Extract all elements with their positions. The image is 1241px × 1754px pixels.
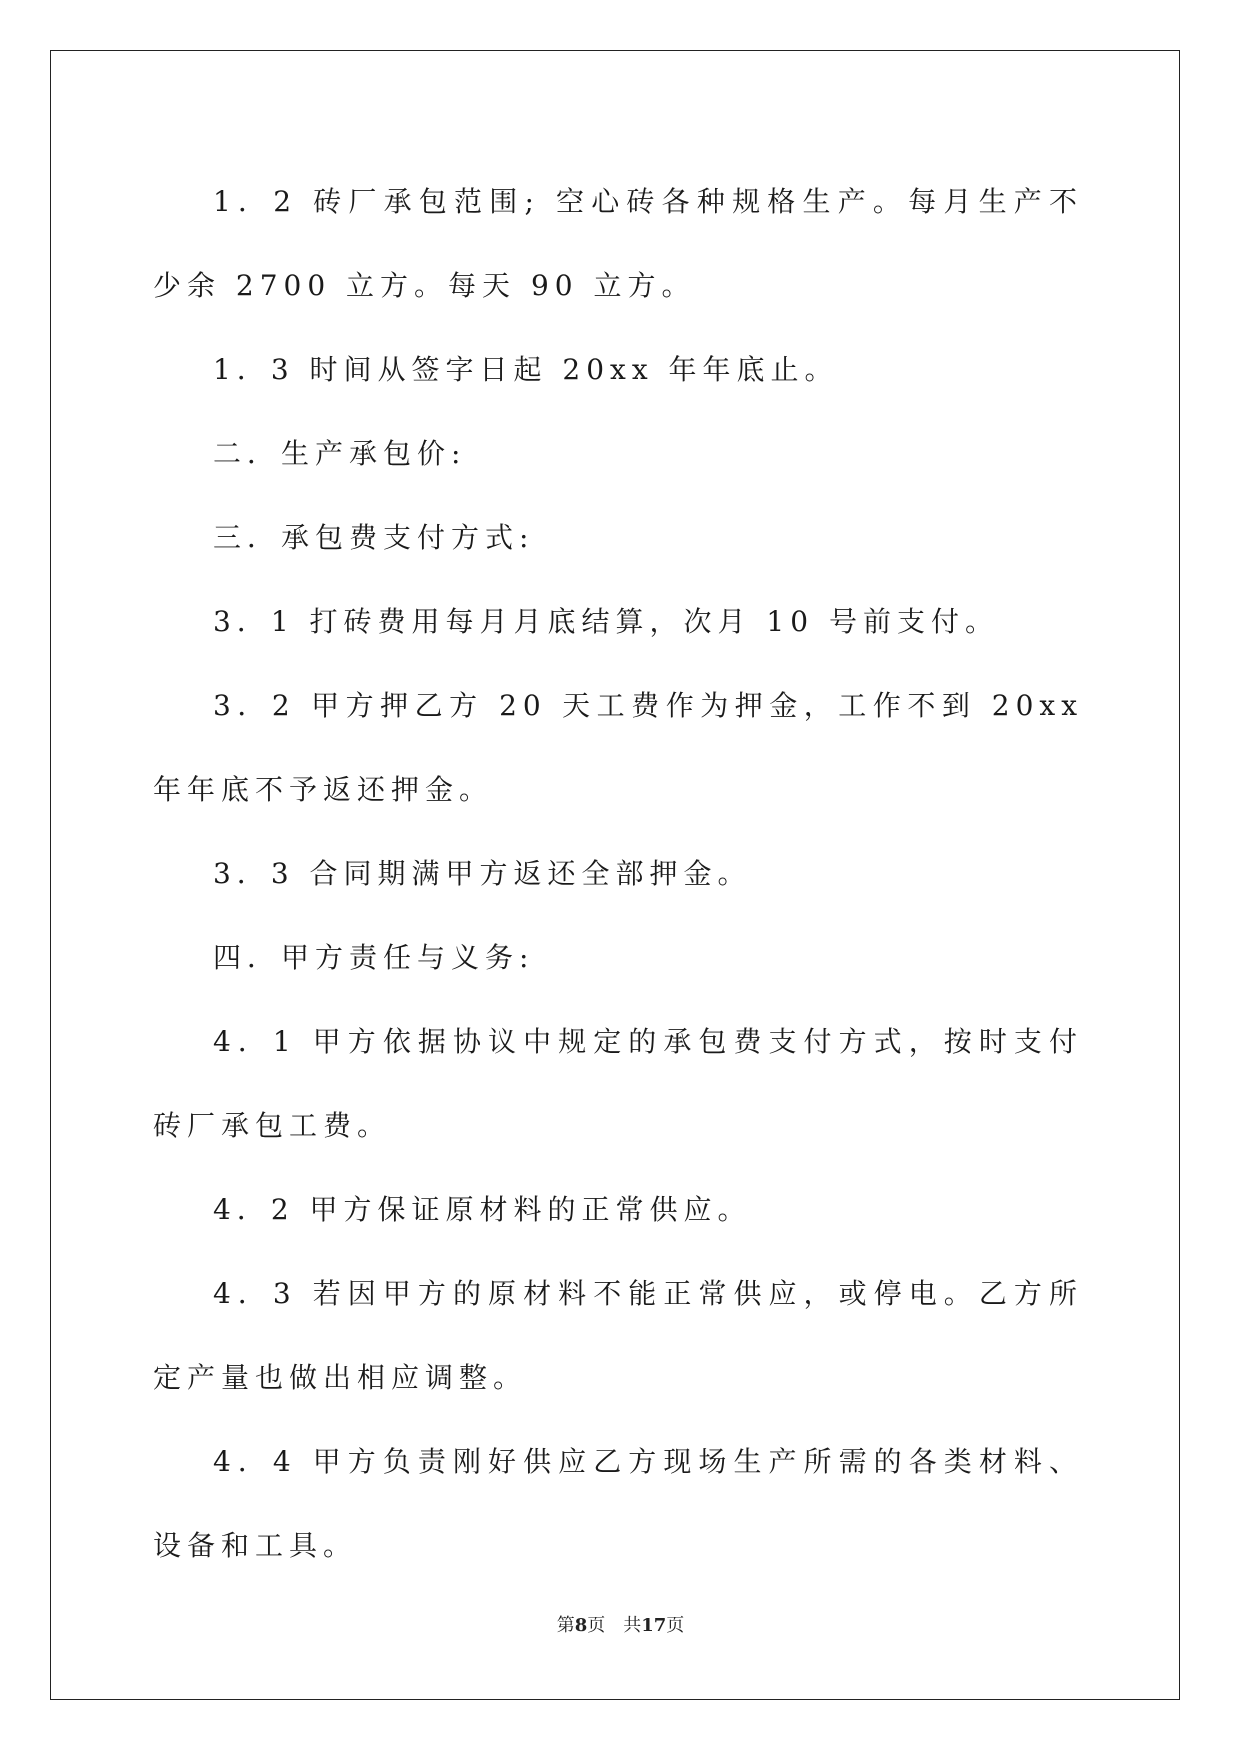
paragraph: 3．1 打砖费用每月月底结算，次月 10 号前支付。: [213, 605, 999, 638]
paragraph: 3．2 甲方押乙方 20 天工费作为押金，工作不到 20xx 年年底不予返还押金。: [153, 689, 1083, 806]
footer-total-prefix: 共: [623, 1615, 642, 1636]
paragraph: 1．3 时间从签字日起 20xx 年年底止。: [213, 353, 839, 386]
footer-page-prefix: 第: [556, 1615, 575, 1636]
paragraph: 4．3 若因甲方的原材料不能正常供应，或停电。乙方所定产量也做出相应调整。: [153, 1277, 1083, 1394]
section-heading: 二．生产承包价:: [213, 437, 467, 470]
paragraph: 4．2 甲方保证原材料的正常供应。: [213, 1193, 752, 1226]
paragraph: 4．4 甲方负责刚好供应乙方现场生产所需的各类材料、设备和工具。: [153, 1445, 1083, 1562]
footer-total-pages: 17: [641, 1615, 667, 1636]
footer-page-suffix: 页: [587, 1615, 606, 1636]
paragraph: 4．1 甲方依据协议中规定的承包费支付方式，按时支付砖厂承包工费。: [153, 1025, 1083, 1142]
section-heading: 三．承包费支付方式:: [213, 521, 535, 554]
paragraph: 3．3 合同期满甲方返还全部押金。: [213, 857, 752, 890]
page-footer: [0, 1611, 1241, 1637]
document-body: [153, 160, 1083, 1588]
section-heading: 四．甲方责任与义务:: [213, 941, 535, 974]
footer-page-number: 8: [574, 1615, 588, 1636]
paragraph: 1．2 砖厂承包范围; 空心砖各种规格生产。每月生产不少余 2700 立方。每天 90 立方。: [153, 185, 1083, 302]
footer-total-suffix: 页: [666, 1615, 685, 1636]
